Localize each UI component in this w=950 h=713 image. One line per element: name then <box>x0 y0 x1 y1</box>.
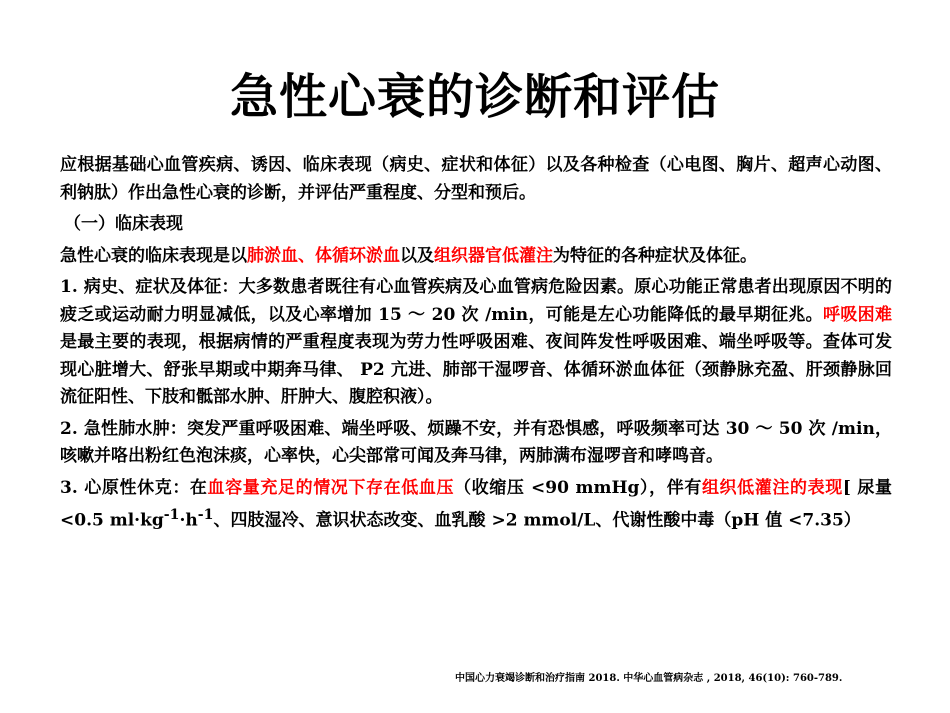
section-heading: （一）临床表现 <box>64 214 183 234</box>
item-1-part2: 是最主要的表现，根据病情的严重程度表现为劳力性呼吸困难、夜间阵发性呼吸困难、端坐呼吸等。查体可发现心脏增大、舒张早期或中期奔马律、 P2 亢进、肺部干湿啰音、体循环淤血体征（颈静脉充盈、肝颈静脉回流征阳性、下肢和骶部水肿、肝肿大、腹腔积液）。 <box>60 332 892 407</box>
intro-paragraph: 应根据基础心血管疾病、诱因、临床表现（病史、症状和体征）以及各种检查（心电图、胸片、超声心动图、利钠肽）作出急性心衰的诊断，并评估严重程度、分型和预后。 <box>60 155 892 203</box>
clinical-mid: 以及 <box>400 245 434 266</box>
item-3-suffix-c: 、四肢湿冷、意识状态改变、血乳酸 >2 mmol/L、代谢性酸中毒（pH 值 <7.35） <box>213 510 861 531</box>
clinical-suffix: 为特征的各种症状及体征。 <box>553 245 757 266</box>
citation: 中国心力衰竭诊断和治疗指南 2018. 中华心血管病杂志 , 2018, 46(10): 760-789. <box>455 673 843 684</box>
item-2-paragraph: 2. 急性肺水肿：突发严重呼吸困难、端坐呼吸、烦躁不安，并有恐惧感，呼吸频率可达 30 ～ 50 次 /min，咳嗽并咯出粉红色泡沫痰，心率快，心尖部常可闻及奔马律，两肺满布湿啰音和哮鸣音。 <box>60 418 892 466</box>
item-1-part1: 1. 病史、症状及体征：大多数患者既往有心血管疾病及心血管病危险因素。原心功能正常患者出现原因不明的疲乏或运动耐力明显减低，以及心率增加 15 ～ 20 次 /min，可能是左心功能降低的最早期征兆。 <box>60 277 892 325</box>
item-3-paragraph <box>60 475 892 536</box>
item-3-superscript-1: -1 <box>163 507 180 523</box>
item-1-paragraph <box>60 274 892 412</box>
clinical-prefix: 急性心衰的临床表现是以 <box>60 245 247 266</box>
clinical-paragraph <box>60 243 892 271</box>
clinical-highlight-congestion: 肺淤血、体循环淤血 <box>247 245 400 266</box>
clinical-highlight-hypoperfusion: 组织器官低灌注 <box>434 245 553 266</box>
content-body <box>60 152 892 539</box>
item-3-highlight-hypotension: 血容量充足的情况下存在低血压 <box>207 477 455 498</box>
item-3-highlight-hypoperfusion: 组织低灌注的表现 <box>701 477 843 498</box>
item-1-highlight-dyspnea: 呼吸困难 <box>823 304 892 325</box>
item-3-prefix: 3. 心原性休克：在 <box>60 477 208 498</box>
page-title: 急性心衰的诊断和评估 <box>229 69 720 125</box>
item-3-suffix-b: ·h <box>179 510 198 531</box>
item-3-mid: （收缩压 <90 mmHg），伴有 <box>454 477 702 498</box>
item-3-superscript-2: -1 <box>197 507 214 523</box>
item-3-suffix-a: [ 尿量 <0.5 ml·kg <box>60 477 893 531</box>
